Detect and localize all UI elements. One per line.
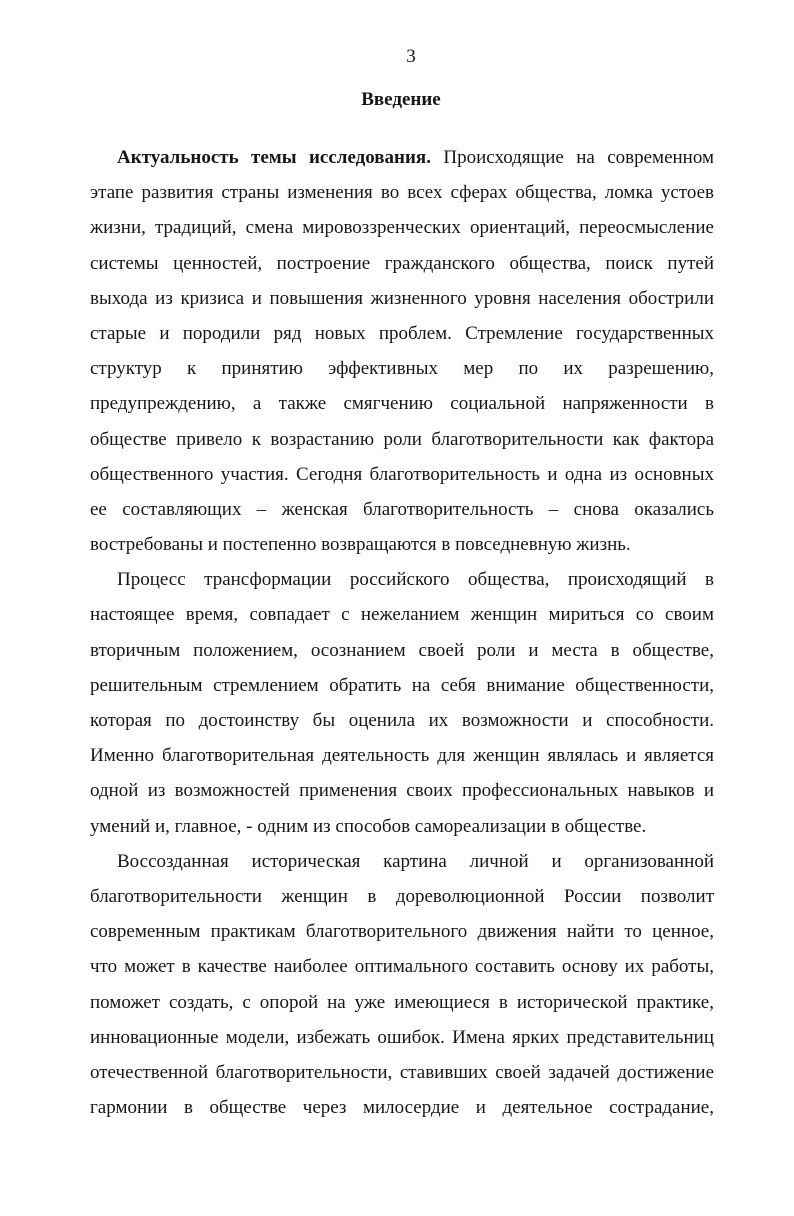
text-line: востребованы и постепенно возвращаются в повседневную жизнь. xyxy=(90,534,631,556)
text-line: этапе развития страны изменения во всех сферах общества, ломка устоев xyxy=(90,182,714,204)
text-line: Именно благотворительная деятельность для женщин являлась и является xyxy=(90,745,714,767)
text-line: выхода из кризиса и повышения жизненного уровня населения обострили xyxy=(90,287,714,309)
text-line: отечественной благотворительности, ставивших своей задачей достижение xyxy=(90,1061,714,1083)
text-line: общественного участия. Сегодня благотворительность и одна из основных xyxy=(90,463,714,485)
text-line: гармонии в обществе через милосердие и деятельное сострадание, xyxy=(90,1097,714,1119)
text-line: современным практикам благотворительного движения найти то ценное, xyxy=(90,921,714,943)
paragraph xyxy=(90,844,714,1126)
paragraph xyxy=(90,140,714,562)
text-line: одной из возможностей применения своих профессиональных навыков и xyxy=(90,780,714,802)
text-line: системы ценностей, построение гражданского общества, поиск путей xyxy=(90,252,714,274)
text-body xyxy=(90,140,714,1125)
text-line: инновационные модели, избежать ошибок. Имена ярких представительниц xyxy=(90,1026,714,1048)
text-line: настоящее время, совпадает с нежеланием женщин мириться со своим xyxy=(90,604,714,626)
text-line: благотворительности женщин в дореволюционной России позволит xyxy=(90,885,714,907)
text-line xyxy=(117,140,714,175)
text-line: ее составляющих – женская благотворительность – снова оказались xyxy=(90,498,714,520)
text-line: обществе привело к возрастанию роли благотворительности как фактора xyxy=(90,428,714,450)
text-line: жизни, традиций, смена мировоззренческих ориентаций, переосмысление xyxy=(90,217,714,239)
paragraph xyxy=(90,562,714,844)
text-line: вторичным положением, осознанием своей роли и места в обществе, xyxy=(90,639,714,661)
text-line: что может в качестве наиболее оптимального составить основу их работы, xyxy=(90,956,714,978)
text-line: Воссозданная историческая картина личной и организованной xyxy=(117,850,714,872)
text-line: структур к принятию эффективных мер по их разрешению, xyxy=(90,358,714,380)
text-line-rest: Происходящие на современном xyxy=(443,147,715,168)
text-line: поможет создать, с опорой на уже имеющиеся в исторической практике, xyxy=(90,991,714,1013)
lead-phrase: Актуальность темы исследования. xyxy=(117,147,431,168)
text-line: Процесс трансформации российского общества, происходящий в xyxy=(117,569,714,591)
text-line: решительным стремлением обратить на себя внимание общественности, xyxy=(90,674,714,696)
page-number: 3 xyxy=(406,46,416,67)
text-line: которая по достоинству бы оценила их возможности и способности. xyxy=(90,710,714,731)
section-heading: Введение xyxy=(361,89,441,110)
text-line: старые и породили ряд новых проблем. Стремление государственных xyxy=(90,322,714,344)
text-line: умений и, главное, - одним из способов самореализации в обществе. xyxy=(90,815,647,837)
text-line: предупреждению, а также смягчению социальной напряженности в xyxy=(90,393,714,415)
